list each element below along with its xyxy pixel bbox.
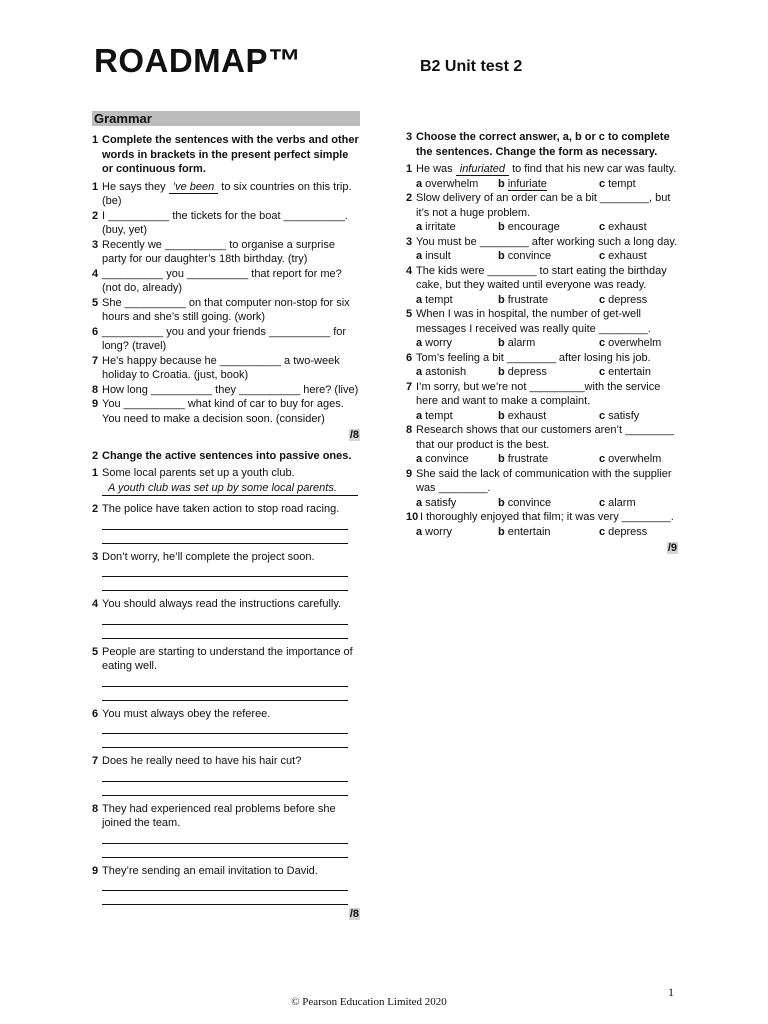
option-c[interactable]: c alarm (599, 496, 636, 509)
option-a[interactable]: a worry (416, 525, 453, 538)
option-c[interactable]: c overwhelm (599, 453, 662, 465)
answer-line[interactable] (102, 769, 348, 782)
section-heading-grammar: Grammar (92, 111, 360, 126)
brand-logo: ROADMAP™ (94, 42, 302, 79)
option-c[interactable]: c satisfy (599, 409, 640, 422)
option-b[interactable]: b convince (498, 496, 552, 509)
answer-line[interactable] (102, 782, 348, 796)
ex1-item-1: 1 He says they ’ve been to six countries on this trip. (be) (92, 180, 352, 207)
option-a[interactable]: a worry (416, 337, 453, 349)
ex1-item-6: 6 __________ you and your friends __________ for long? (travel) (92, 325, 347, 352)
page-number: 1 (668, 985, 674, 999)
answer-line[interactable] (102, 687, 348, 701)
option-c[interactable]: c exhaust (599, 221, 647, 233)
option-b[interactable]: b frustrate (498, 453, 549, 465)
ex1-item-9: 9 You __________ what kind of car to buy for ages. You need to make a decision soon. (consider) (92, 398, 344, 425)
answer-line[interactable] (102, 530, 348, 544)
exercise-2-score: /8 (349, 908, 359, 920)
ex3-item-10: 10 I thoroughly enjoyed that film; it was very ________. (406, 511, 674, 523)
ex3-item-3-options (406, 249, 678, 264)
option-c[interactable]: c tempt (599, 177, 636, 190)
answer-line[interactable] (102, 878, 348, 891)
ex3-item-2: 2 Slow delivery of an order can be a bit ________, but it’s not a huge problem. (406, 192, 671, 219)
option-c[interactable]: c entertain (599, 366, 651, 378)
option-a[interactable]: a insult (416, 250, 451, 262)
option-c[interactable]: c exhaust (599, 250, 647, 262)
ex3-item-5: 5 When I was in hospital, the number of get-well messages I received was really quite ________. (406, 308, 651, 335)
ex2-item-2: 2 The police have taken action to stop road racing. (92, 503, 340, 515)
answer-line[interactable] (102, 844, 348, 858)
ex2-item-3: 3 Don’t worry, he’ll complete the project soon. (92, 550, 315, 563)
example-answer: A youth club was set up by some local parents. (102, 481, 358, 497)
answer-line[interactable] (102, 612, 348, 625)
option-b[interactable]: b entertain (498, 525, 551, 538)
ex3-item-3: 3 You must be ________ after working such a long day. (406, 235, 678, 248)
ex3-item-7: 7 I’m sorry, but we’re not _________with the service here and want to make a complaint. (406, 380, 661, 407)
exercise-3-instruction: 3 Choose the correct answer, a, b or c to complete the sentences. Change the form as necessary. (406, 131, 670, 158)
option-b[interactable]: b encourage (498, 221, 560, 233)
ex3-item-4-options (406, 293, 678, 308)
ex2-item-8: 8 They had experienced real problems before she joined the team. (92, 802, 336, 829)
option-a[interactable]: a overwhelm (416, 177, 479, 190)
ex3-item-10-options (406, 525, 678, 540)
answer-line[interactable] (102, 721, 348, 734)
ex3-item-4: 4 The kids were ________ to start eating the birthday cake, but they waited until everyone was ready. (406, 264, 667, 291)
option-a[interactable]: a satisfy (416, 496, 457, 509)
option-c[interactable]: c overwhelm (599, 337, 662, 349)
ex2-item-5: 5 People are starting to understand the importance of eating well. (92, 645, 353, 672)
exercise-1 (92, 133, 360, 443)
ex3-item-8-options (406, 452, 678, 467)
ex1-item-5: 5 She __________ on that computer non-stop for six hours and she’s still going. (work) (92, 296, 350, 323)
option-a[interactable]: a tempt (416, 409, 453, 422)
ex1-item-2: 2 I __________ the tickets for the boat __________. (buy, yet) (92, 209, 348, 236)
ex3-item-9-options (406, 496, 678, 511)
option-b[interactable]: b exhaust (498, 409, 547, 422)
option-a[interactable]: a convince (416, 453, 469, 465)
option-a[interactable]: a astonish (416, 366, 467, 378)
answer-line[interactable] (102, 517, 348, 530)
option-a[interactable]: a tempt (416, 293, 453, 306)
answer-line[interactable] (102, 564, 348, 577)
option-b[interactable]: b frustrate (498, 293, 549, 306)
ex2-item-7: 7 Does he really need to have his hair cut? (92, 755, 302, 767)
ex2-item-9: 9 They’re sending an email invitation to David. (92, 864, 318, 877)
exercise-1-score: /8 (349, 429, 359, 441)
exercise-2 (92, 449, 360, 922)
example-answer: ’ve been (169, 181, 219, 194)
ex2-item-1: 1 Some local parents set up a youth club. (92, 467, 295, 479)
answer-line[interactable] (102, 891, 348, 905)
ex3-item-8: 8 Research shows that our customers aren’t ________ that our product is the best. (406, 424, 675, 451)
option-b[interactable]: b infuriate (498, 177, 547, 190)
ex1-item-7: 7 He’s happy because he __________ a two-week holiday to Croatia. (just, book) (92, 354, 340, 381)
ex1-item-4: 4 __________ you __________ that report for me? (not do, already) (92, 267, 342, 294)
answer-line[interactable] (102, 831, 348, 844)
ex3-item-6: 6 Tom’s feeling a bit ________ after losing his job. (406, 351, 651, 364)
ex1-item-8: 8 How long __________ they __________ here? (live) (92, 383, 359, 396)
ex3-item-1: 1 He was infuriated to find that his new car was faulty. (406, 163, 677, 175)
exercise-1-instruction: 1 Complete the sentences with the verbs and other words in brackets in the present perfect simple or continuous form. (92, 134, 359, 175)
ex2-item-6: 6 You must always obey the referee. (92, 707, 271, 720)
exercise-3 (406, 130, 678, 556)
option-c[interactable]: c depress (599, 293, 648, 306)
ex3-item-1-options (406, 177, 678, 192)
option-b[interactable]: b convince (498, 250, 552, 262)
ex3-item-9: 9 She said the lack of communication with the supplier was ________. (406, 467, 672, 494)
left-column (92, 133, 360, 928)
option-a[interactable]: a irritate (416, 221, 456, 233)
ex3-item-6-options (406, 365, 678, 380)
option-b[interactable]: b depress (498, 366, 547, 378)
ex2-item-4: 4 You should always read the instructions carefully. (92, 598, 342, 610)
option-c[interactable]: c depress (599, 525, 648, 538)
ex3-item-2-options (406, 220, 678, 235)
answer-line[interactable] (102, 625, 348, 639)
answer-line[interactable] (102, 734, 348, 748)
ex3-item-7-options (406, 409, 678, 424)
test-title: B2 Unit test 2 (420, 58, 523, 75)
answer-line[interactable] (102, 577, 348, 591)
exercise-2-instruction: 2 Change the active sentences into passive ones. (92, 449, 352, 462)
exercise-3-score: /9 (667, 542, 677, 554)
answer-line[interactable] (102, 674, 348, 687)
copyright-footer: © Pearson Education Limited 2020 (291, 996, 447, 1008)
ex1-item-3: 3 Recently we __________ to organise a surprise party for our daughter’s 18th birthday. (try) (92, 238, 335, 265)
example-answer: infuriated (456, 163, 509, 176)
option-b[interactable]: b alarm (498, 337, 536, 349)
right-column (406, 130, 678, 562)
ex3-item-5-options (406, 336, 678, 351)
